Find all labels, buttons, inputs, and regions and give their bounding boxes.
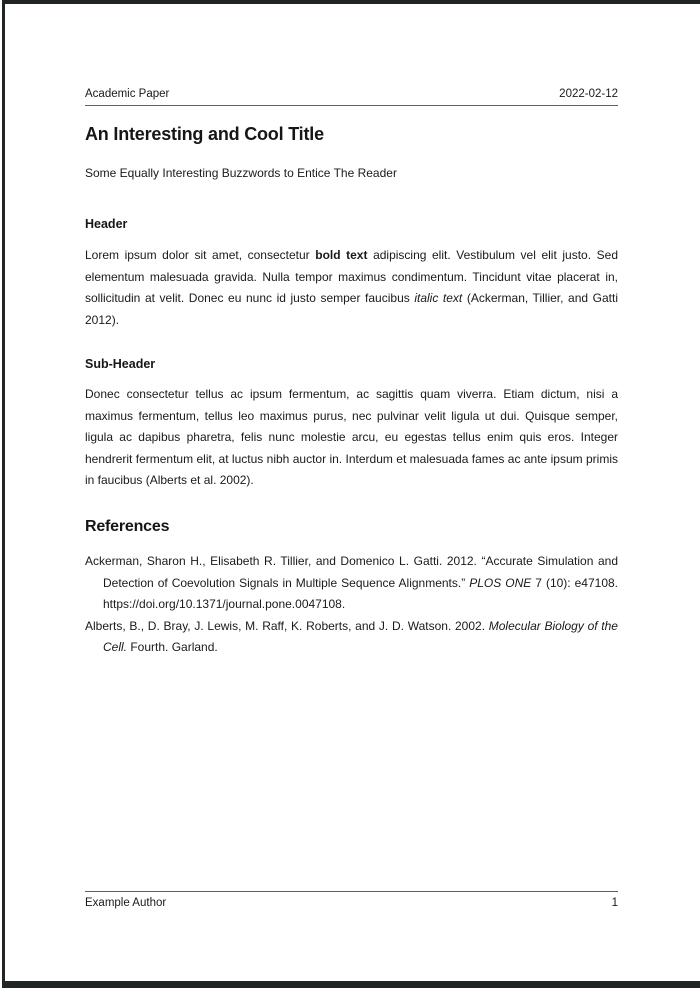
section-heading-subheader: Sub-Header: [85, 357, 156, 371]
page-subtitle: Some Equally Interesting Buzzwords to Entice The Reader: [85, 166, 397, 180]
references-list: [85, 551, 618, 659]
page-title: An Interesting and Cool Title: [85, 124, 324, 144]
section-heading-header: Header: [85, 217, 128, 231]
reference-entry: Ackerman, Sharon H., Elisabeth R. Tillier, and Domenico L. Gatti. 2012. “Accurate Simulation and Detection of Coevolution Signals in Multiple Sequence Alignments.” PLOS ONE 7 (10): e47108. https://doi.org/10.1371/journal.pone.0047108.: [85, 554, 619, 611]
running-header-title: Academic Paper: [85, 88, 170, 100]
page-frame: [2, 0, 700, 988]
running-header: [85, 87, 618, 106]
section-paragraph-header: Lorem ipsum dolor sit amet, consectetur bold text adipiscing elit. Vestibulum vel elit justo. Sed elementum malesuada gravida. Nulla tempor maximus condimentum. Tincidunt vitae placerat in, sollicitudin at velit. Donec eu nunc id justo semper faucibus italic text (Ackerman, Tillier, and Gatti 2012).: [85, 248, 618, 327]
running-header-date: 2022-02-12: [559, 88, 618, 100]
reference-entry: Alberts, B., D. Bray, J. Lewis, M. Raff, K. Roberts, and J. D. Watson. 2002. Molecular Biology of the Cell. Fourth. Garland.: [85, 618, 618, 654]
footer-page-number: 1: [611, 897, 618, 909]
section-paragraph-subheader: Donec consectetur tellus ac ipsum fermentum, ac sagittis quam viverra. Etiam dictum, nisi a maximus fermentum, tellus leo maximus purus, nec pulvinar velit ligula ut dui. Quisque semper, ligula ac dapibus pharetra, felis nunc molestie arcu, eu egestas tellus enim quis eros. Integer hendrerit fermentum elit, at luctus nibh auctor in. Interdum et malesuada fames ac ante ipsum primis in faucibus (Alberts et al. 2002).: [85, 387, 618, 487]
references-heading: References: [85, 518, 170, 535]
footer-author: Example Author: [85, 897, 167, 909]
page-footer: [85, 891, 618, 910]
